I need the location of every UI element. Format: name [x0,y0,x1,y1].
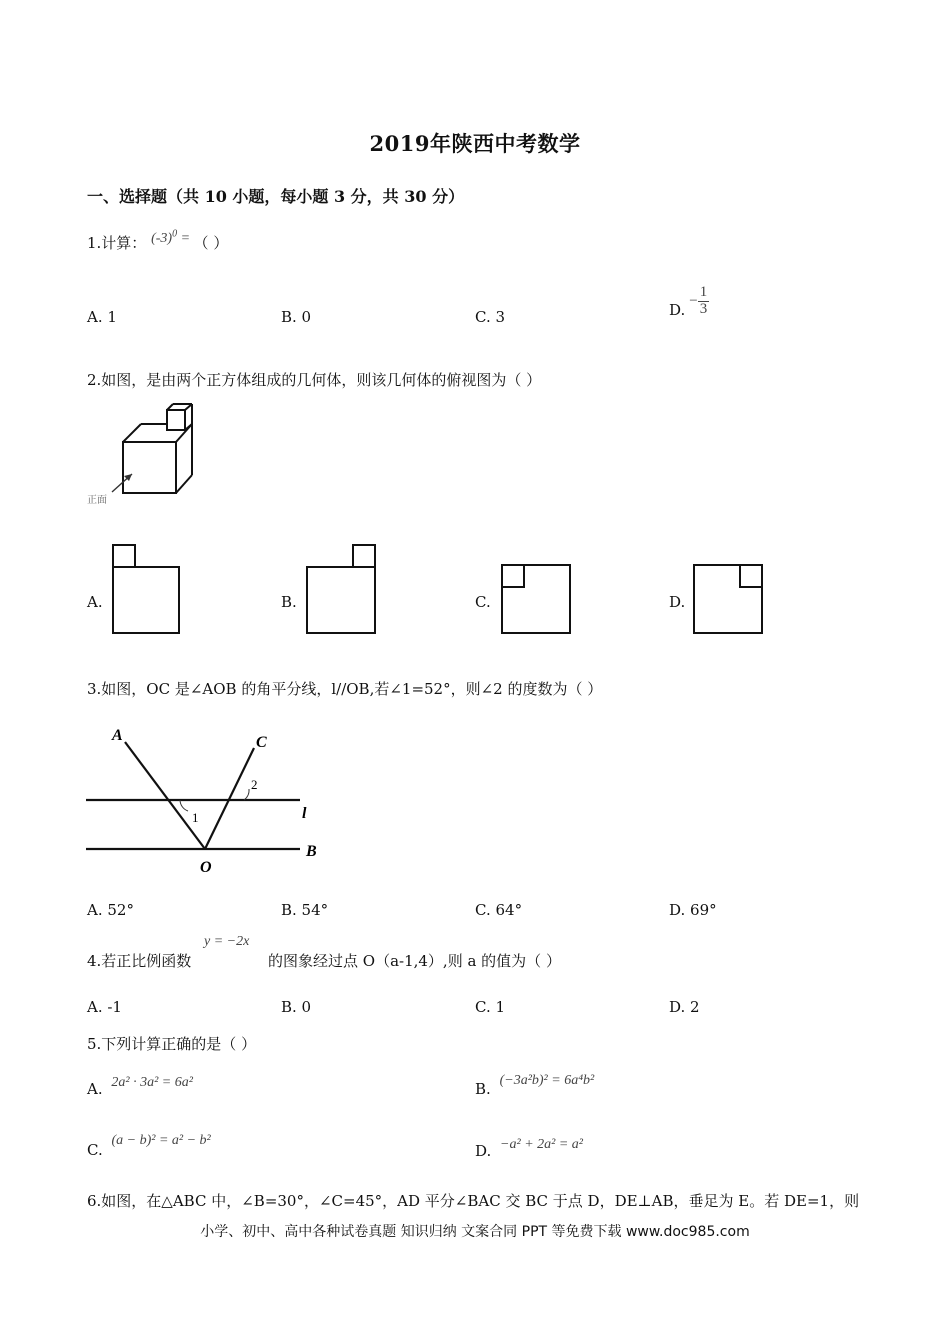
q5-option-a[interactable]: A. 2a² · 3a² = 6a² [87,1075,193,1098]
q3-label-b: B [306,843,317,860]
q3-option-b[interactable]: B. 54° [281,901,329,919]
q5-option-c[interactable]: C. (a − b)² = a² − b² [87,1133,211,1159]
q2-option-d-label[interactable]: D. [669,593,686,611]
q3-label-c: C [256,734,267,751]
q5-option-b[interactable]: B. (−3a²b)² = 6a⁴b² [475,1073,595,1098]
q3-option-d[interactable]: D. 69° [669,901,717,919]
q4-option-c[interactable]: C. 1 [475,998,506,1016]
question-1-blank: （ ） [193,234,229,252]
q2-option-b-figure[interactable] [305,541,379,637]
question-4-prefix: 4.若正比例函数 [87,952,192,970]
q5-option-b-expression: (−3a²b)² = 6a⁴b² [499,1073,595,1088]
q3-angle-1-label: 1 [192,810,199,825]
question-4-suffix: 的图象经过点 O（a-1,4）,则 a 的值为（ ） [268,952,561,970]
q2-option-a-label[interactable]: A. [87,593,103,611]
q1-option-d[interactable]: D. − $\frac{1}{3}$ [669,283,708,319]
q2-option-d-figure[interactable] [691,562,765,636]
question-3: 3.如图，OC 是∠AOB 的角平分线，l//OB,若∠1=52°，则∠2 的度数为（ ） [87,680,603,698]
question-6: 6.如图，在△ABC 中，∠B=30°，∠C=45°，AD 平分∠BAC 交 BC 于点 D，DE⊥AB，垂足为 E。若 DE=1，则 [87,1192,860,1210]
question-4-expression: y = −2x [204,934,250,949]
q5-option-c-expression: (a − b)² = a² − b² [111,1133,211,1148]
q2-option-c-figure[interactable] [499,562,573,636]
q2-option-c-label[interactable]: C. [475,593,491,611]
q3-label-o: O [200,859,212,876]
q3-option-c[interactable]: C. 64° [475,901,523,919]
q3-angle-figure [84,722,324,878]
question-2: 2.如图，是由两个正方体组成的几何体，则该几何体的俯视图为（ ） [87,371,542,389]
q1-option-c[interactable]: C. 3 [475,308,506,326]
q3-angle-2-label: 2 [251,777,258,792]
q2-option-a-figure[interactable] [111,541,183,637]
q2-front-label: 正面 [87,495,107,506]
q5-option-d[interactable]: D. −a² + 2a² = a² [475,1137,583,1160]
question-5: 5.下列计算正确的是（ ） [87,1035,257,1053]
q4-option-a[interactable]: A. -1 [87,998,122,1016]
q3-label-a: A [112,727,123,744]
q5-option-a-expression: 2a² · 3a² = 6a² [111,1075,193,1090]
q1-option-b[interactable]: B. 0 [281,308,312,326]
q4-option-b[interactable]: B. 0 [281,998,312,1016]
question-1-expression: $(-3)^0$ = [151,228,191,246]
q1-option-a[interactable]: A. 1 [87,308,117,326]
question-1-prefix: 1.计算： [87,234,147,252]
q2-option-b-label[interactable]: B. [281,593,297,611]
q3-option-a[interactable]: A. 52° [87,901,134,919]
page-title: 2019年陕西中考数学 [369,131,581,156]
q5-option-d-expression: −a² + 2a² = a² [500,1137,583,1152]
question-1 [87,228,229,253]
q3-label-l: l [302,805,307,822]
section-heading: 一、选择题（共 10 小题，每小题 3 分，共 30 分） [87,187,465,206]
page-footer: 小学、初中、高中各种试卷真题 知识归纳 文案合同 PPT 等免费下载 www.doc985.com [200,1224,750,1240]
q4-option-d[interactable]: D. 2 [669,998,700,1016]
q1-option-d-fraction: $\frac{1}{3}$ [699,283,708,317]
q2-solid-figure [84,402,204,510]
